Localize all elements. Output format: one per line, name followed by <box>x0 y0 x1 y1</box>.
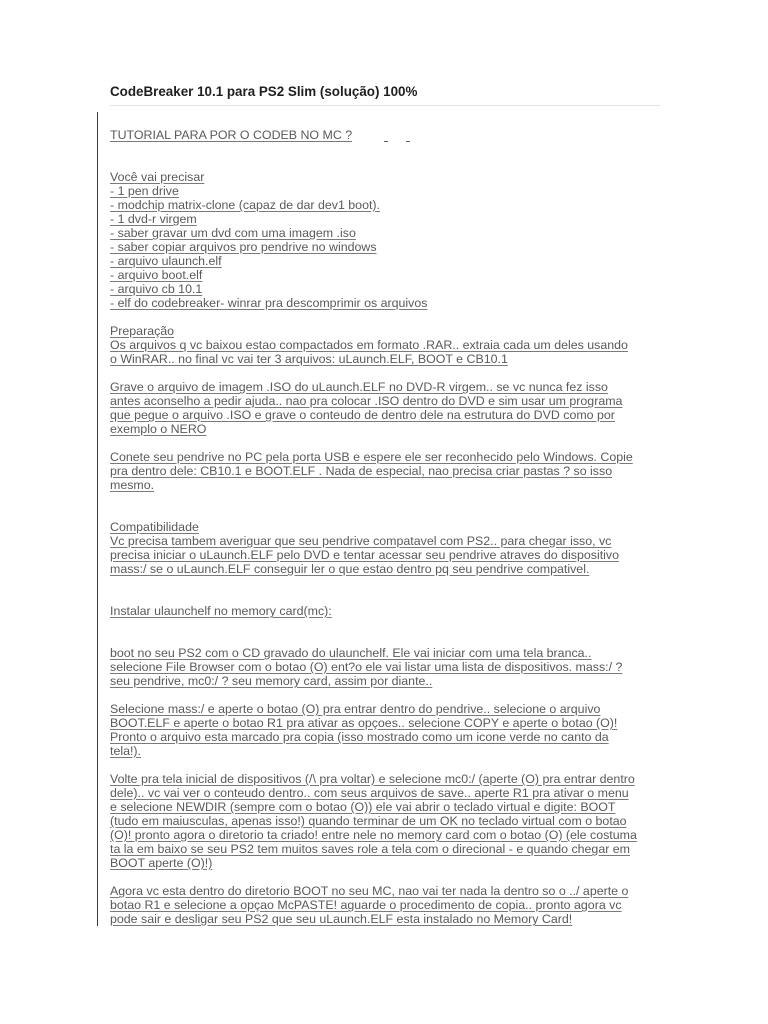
paragraph-line: boot no seu PS2 com o CD gravado do ulaunchelf. Ele vai iniciar com uma tela branca.. <box>110 646 592 660</box>
paragraph-line: mesmo. <box>110 478 155 492</box>
paragraph-line: pode sair e desligar seu PS2 que seu uLaunch.ELF esta instalado no Memory Card! <box>110 912 573 926</box>
pendrive-paragraph <box>110 450 670 492</box>
section-title: Preparação <box>110 324 175 338</box>
paragraph-line: precisa iniciar o uLaunch.ELF pelo DVD e tentar acessar seu pendrive atraves do dispositivo <box>110 548 619 562</box>
paragraph-line: exemplo o NERO <box>110 422 207 436</box>
needs-item: - modchip matrix-clone (capaz de dar dev1 boot). <box>110 198 380 212</box>
paragraph-line: tela!). <box>110 744 141 758</box>
gravar-paragraph <box>110 380 670 436</box>
document-body <box>110 128 670 926</box>
left-margin-rule <box>97 112 98 926</box>
paragraph-line: seu pendrive, mc0:/ ? seu memory card, assim por diante.. <box>110 674 433 688</box>
instalar-heading: Instalar ulaunchelf no memory card(mc): <box>110 604 332 618</box>
paragraph-line: que pegue o arquivo .ISO e grave o conteudo de dentro dele na estrutura do DVD como por <box>110 408 615 422</box>
section-title: Compatibilidade <box>110 520 199 534</box>
underline-marks <box>384 128 424 142</box>
needs-item: - 1 pen drive <box>110 184 179 198</box>
paragraph-line: botao R1 e selecione a opçao McPASTE! aguarde o procedimento de copia.. pronto agora vc <box>110 898 622 912</box>
compatibilidade-section <box>110 520 670 576</box>
paragraph-line: selecione File Browser com o botao (O) ent?o ele vai listar uma lista de dispositivos. mass:/ ? <box>110 660 623 674</box>
paragraph-line: antes aconselho a pedir ajuda.. nao pra colocar .ISO dentro do DVD e sim usar um programa <box>110 394 623 408</box>
needs-item: - arquivo cb 10.1 <box>110 282 203 296</box>
volte-paragraph <box>110 772 670 870</box>
boot-paragraph <box>110 646 670 688</box>
needs-item: - arquivo ulaunch.elf <box>110 254 222 268</box>
paragraph-line: (O)! pronto agora o diretorio ta criado! entre nele no memory card com o botao (O) (ele costuma <box>110 828 637 842</box>
document-title: CodeBreaker 10.1 para PS2 Slim (solução) 100% <box>110 84 418 99</box>
paragraph-line: Conete seu pendrive no PC pela porta USB e espere ele ser reconhecido pelo Windows. Copie <box>110 450 633 464</box>
needs-intro: Você vai precisar <box>110 170 205 184</box>
paragraph-line: mass:/ se o uLaunch.ELF conseguir ler o que estao dentro pq seu pendrive compativel. <box>110 562 590 576</box>
paragraph-line: (tudo em maiusculas, apenas isso!) quando terminar de um OK no teclado virtual com o botao <box>110 814 627 828</box>
paragraph-line: ta la em baixo se seu PS2 tem muitos saves role a tela com o direcional - e quando chegar em <box>110 842 630 856</box>
needs-section <box>110 170 670 310</box>
paragraph-line: pra dentro dele: CB10.1 e BOOT.ELF . Nada de especial, nao precisa criar pastas ? so isso <box>110 464 613 478</box>
agora-paragraph <box>110 884 670 926</box>
paragraph-line: Grave o arquivo de imagem .ISO do uLaunch.ELF no DVD-R virgem.. se vc nunca fez isso <box>110 380 608 394</box>
tutorial-heading: TUTORIAL PARA POR O CODEB NO MC ? <box>110 128 353 142</box>
needs-item: - 1 dvd-r virgem <box>110 212 197 226</box>
paragraph-line: Os arquivos q vc baixou estao compactados em formato .RAR.. extraia cada um deles usando <box>110 338 628 352</box>
paragraph-line: Volte pra tela inicial de dispositivos (/\ pra voltar) e selecione mc0:/ (aperte (O) pra entrar dentro <box>110 772 635 786</box>
selecione-paragraph <box>110 702 670 758</box>
needs-item: - saber copiar arquivos pro pendrive no windows <box>110 240 377 254</box>
paragraph-line: Pronto o arquivo esta marcado pra copia (isso mostrado como um icone verde no canto da <box>110 730 609 744</box>
paragraph-line: dele).. vc vai ver o conteudo dentro.. com seus arquivos de save.. aperte R1 pra ativar o menu <box>110 786 629 800</box>
paragraph-line: Selecione mass:/ e aperte o botao (O) pra entrar dentro do pendrive.. selecione o arquivo <box>110 702 601 716</box>
preparacao-section <box>110 324 670 366</box>
paragraph-line: e selecione NEWDIR (sempre com o botao (O)) ele vai abrir o teclado virtual e digite: BOOT <box>110 800 616 814</box>
paragraph-line: o WinRAR.. no final vc vai ter 3 arquivos: uLaunch.ELF, BOOT e CB10.1 <box>110 352 508 366</box>
paragraph-line: BOOT.ELF e aperte o botao R1 pra ativar as opçoes.. selecione COPY e aperte o botao (O)! <box>110 716 618 730</box>
paragraph-line: BOOT aperte (O)!) <box>110 856 213 870</box>
needs-item: - saber gravar um dvd com uma imagem .iso <box>110 226 356 240</box>
needs-item: - arquivo boot.elf <box>110 268 203 282</box>
paragraph-line: Vc precisa tambem averiguar que seu pendrive compatavel com PS2.. para chegar isso, vc <box>110 534 612 548</box>
paragraph-line: Agora vc esta dentro do diretorio BOOT no seu MC, nao vai ter nada la dentro so o ../ aperte o <box>110 884 629 898</box>
title-divider <box>110 105 660 106</box>
needs-item: - elf do codebreaker- winrar pra descomprimir os arquivos <box>110 296 428 310</box>
tutorial-heading-row <box>110 128 670 142</box>
